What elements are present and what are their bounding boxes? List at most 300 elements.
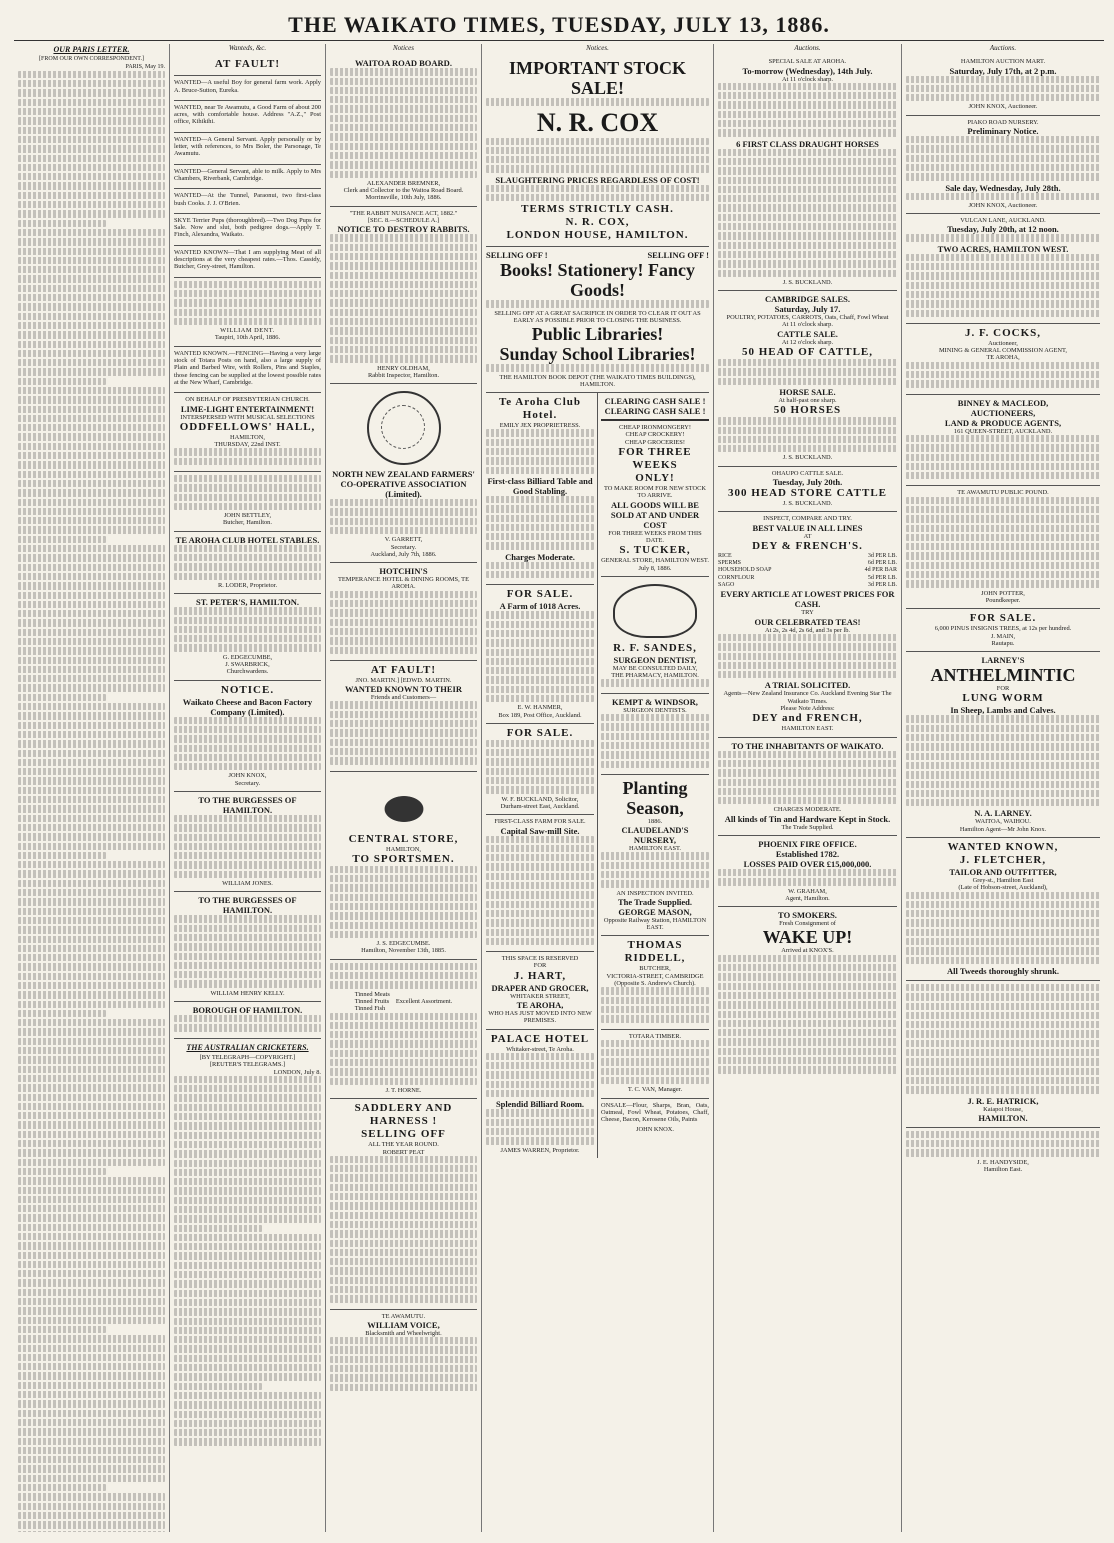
ad-signature: J. S. BUCKLAND. [782, 499, 833, 507]
ad-signature: WILLIAM HENRY KELLY. [210, 989, 285, 997]
ad-title: "THE RABBIT NUISANCE ACT, 1882." [349, 209, 458, 217]
ad-subtitle: Waikato Cheese and Bacon Factory Company (Limited). [182, 696, 313, 717]
text-line [18, 1447, 165, 1454]
ad-time: At 11 o'clock sharp. [782, 321, 833, 329]
text-line [174, 1113, 321, 1120]
ad-ohaupo-cattle [718, 467, 897, 513]
text-line [174, 1336, 321, 1343]
ad-fencing [174, 347, 321, 393]
ad-title: HOTCHIN'S [379, 566, 428, 577]
ad-title: OHAUPO CATTLE SALE. [771, 469, 844, 477]
text-line [18, 1456, 165, 1463]
ad-title: CAMBRIDGE SALES. [764, 294, 851, 305]
ad-subtitle: In Sheep, Lambs and Calves. [950, 705, 1056, 716]
text-line [174, 1243, 321, 1250]
ad-title: PALACE HOTEL [490, 1032, 590, 1045]
column-heading: Wanteds, &c. [228, 44, 267, 52]
ad-place: TE AROHA, [986, 354, 1020, 362]
ad-special-sale-aroha [718, 55, 897, 291]
ad-time: At 11 o'clock sharp. [782, 75, 833, 83]
text-line [18, 545, 165, 552]
text-line [18, 777, 165, 784]
ad-line: Excellent Assortment. [395, 997, 453, 1005]
ad-clearing-sale [601, 393, 709, 577]
text-line [18, 220, 106, 227]
text-line [18, 238, 165, 245]
text-line [18, 201, 165, 208]
ad-fletcher [906, 838, 1100, 981]
price-value: 3d PER LB. [867, 552, 897, 559]
ad-title: CENTRAL STORE, [348, 832, 459, 845]
ad-subtitle: SELLING OFF [361, 1128, 446, 1141]
ad-signature: J. MAIN, [990, 632, 1016, 640]
text-line [174, 1094, 321, 1101]
ad-note: The Trade Supplied. [781, 823, 834, 831]
ad-role: Secretary. [234, 779, 261, 787]
ad-date: Tuesday, July 20th, at 12 noon. [947, 224, 1059, 235]
ad-signature: JOHN KNOX, [228, 772, 267, 780]
text-line [174, 1355, 321, 1362]
text-line [174, 1160, 321, 1167]
ad-subtitle: Preliminary Notice. [967, 126, 1039, 137]
article-body [18, 71, 165, 1532]
ad-signature: WILLIAM DENT. [220, 327, 275, 335]
ad-role: Secretary. [390, 543, 417, 551]
ad-place: WAITOA, WAIHOU. [975, 818, 1031, 826]
ad-title: Planting Season, [622, 777, 688, 818]
ad-wanted-general-servant [174, 165, 321, 190]
ad-title: AT FAULT! [370, 663, 437, 676]
ad-date: Tuesday, July 20th. [772, 476, 843, 487]
ad-place: Butcher, Hamilton. [223, 519, 272, 527]
ad-title: AT FAULT! [214, 58, 281, 71]
price-row [718, 553, 897, 560]
column-notices-a [326, 44, 482, 1532]
ad-heading: TO SPORTSMEN. [352, 852, 455, 865]
text-line [18, 164, 165, 171]
ad-role: SURGEON DENTIST, [613, 654, 697, 665]
text-line [18, 684, 165, 691]
ad-place: HAMILTON, [230, 433, 265, 441]
ad-signature: J. S. BUCKLAND. [782, 278, 833, 286]
ad-subtitle: TEMPERANCE HOTEL & DINING ROOMS, TE AROHA. [337, 576, 469, 591]
text-line [18, 1484, 106, 1491]
ad-agents: Agents—New Zealand Insurance Co. Auckland Evening Star The Waikato Times. [723, 690, 892, 705]
text-line [174, 1225, 262, 1232]
text-line [174, 1271, 321, 1278]
text-line [18, 1010, 106, 1017]
ad-title: THOMAS RIDDELL, [624, 939, 686, 965]
text-line [18, 973, 165, 980]
ad-title: IMPORTANT STOCK SALE! [509, 58, 686, 99]
ad-venue: ODDFELLOWS' HALL, [179, 420, 316, 433]
ad-date: Taupiri, 10th April, 1886. [214, 334, 281, 342]
ad-role: Clerk and Collector to the Waitoa Road Board. [343, 187, 464, 195]
ad-signature: W. GRAHAM, [788, 887, 827, 895]
ad-title: KEMPT & WINDSOR, [612, 696, 698, 707]
text-line [18, 675, 165, 682]
ad-dey-french [718, 512, 897, 737]
text-line [18, 1354, 165, 1361]
text-line [18, 1131, 165, 1138]
article-cricketers [174, 1039, 321, 1452]
ad-text: WANTED—A General Servant. Apply personally or by letter, with references, to Mrs Boler, the Parsonage, Te Awamutu. [174, 135, 321, 158]
ad-title: ON BEHALF OF PRESBYTERIAN CHURCH. [185, 396, 310, 404]
text-line [18, 573, 165, 580]
article-title: THE AUSTRALIAN CRICKETERS. [186, 1042, 309, 1052]
text-line [18, 954, 165, 961]
ad-title: Sunday School Libraries! [499, 344, 696, 365]
ad-subtitle: First-class Billiard Table and Good Stabling. [487, 475, 593, 496]
ad-place: HAMILTON, [386, 845, 421, 853]
ad-signature: J. S. EDGECUMBE. [376, 940, 431, 948]
text-line [18, 1149, 165, 1156]
text-line [18, 1503, 165, 1510]
text-line [18, 341, 165, 348]
text-line [18, 1317, 165, 1324]
text-line [18, 1214, 165, 1221]
ad-subtitle: ALL THE YEAR ROUND. [368, 1141, 439, 1149]
ad-note: FOR THREE WEEKS FROM THIS DATE. [608, 529, 702, 544]
ad-subtitle: LUNG WORM [962, 692, 1044, 705]
ad-try: TRY [801, 609, 814, 617]
text-line [18, 452, 165, 459]
text-line [174, 1429, 321, 1436]
ad-time: At half-past one sharp. [778, 396, 837, 404]
ad-title: TO THE BURGESSES OF HAMILTON. [198, 795, 297, 815]
ad-role: Churchwardens. [226, 668, 269, 676]
text-line [18, 1112, 165, 1119]
text-line [174, 1132, 321, 1139]
text-line [18, 155, 165, 162]
ad-signature: J. S. BUCKLAND. [782, 454, 833, 462]
ad-pinus-trees [906, 609, 1100, 652]
ad-name: J. FLETCHER, [959, 854, 1047, 866]
ad-wanted-cooks [174, 189, 321, 214]
ad-sawmill-farm [486, 815, 594, 952]
ad-text: WANTED—At the Tunnel, Paraonui, two first-class bush Cooks. J. J. O'Brien. [174, 192, 321, 207]
text-line [18, 1410, 165, 1417]
ad-central-store [330, 772, 477, 960]
ad-address: VICTORIA-STREET, CAMBRIDGE [606, 972, 704, 980]
ad-line: CHEAP CROCKERY! [625, 431, 685, 439]
ad-subtitle: Capital Saw-mill Site. [500, 825, 580, 836]
text-line [18, 526, 165, 533]
ad-date: Hamilton, November 13th, 1885. [361, 947, 446, 955]
text-line [18, 80, 165, 87]
ad-proprietor: EMILY JEX PROPRIETRESS. [499, 422, 581, 430]
text-line [18, 712, 165, 719]
ad-borough [174, 1002, 321, 1039]
ad-title: TE AWAMUTU. [381, 1312, 426, 1320]
ad-line: 300 HEAD STORE CATTLE [727, 486, 888, 499]
two-column-row [486, 393, 709, 1158]
text-line [18, 833, 165, 840]
text-line [18, 750, 165, 757]
article-dateline: PARIS, May 19. [125, 63, 165, 70]
ad-title: TO THE INHABITANTS OF WAIKATO. [731, 740, 884, 751]
text-line [18, 1140, 165, 1147]
text-line [18, 368, 165, 375]
text-line [18, 1084, 165, 1091]
text-line [18, 480, 165, 487]
ad-auction-mart [906, 55, 1100, 115]
ad-handyside [906, 1128, 1100, 1177]
text-line [18, 722, 165, 729]
subcolumn-left [486, 393, 598, 1158]
text-line [18, 908, 165, 915]
column-heading: Auctions. [989, 44, 1017, 52]
column-paris-letter [14, 44, 170, 1532]
column-notices-b [482, 44, 714, 1532]
ad-title: WAITOA ROAD BOARD. [355, 58, 452, 69]
ad-line: A TRIAL SOLICITED. [764, 680, 851, 691]
ad-role: Auctioneer, [988, 339, 1018, 347]
ad-line: OUR CELEBRATED TEAS! [754, 616, 861, 627]
ad-title: TE AWAMUTU PUBLIC POUND. [957, 489, 1049, 497]
text-line [18, 963, 165, 970]
ad-text: WANTED KNOWN.—FENCING—Having a very large stock of Totara Posts on hand, also a large supply of Plain and Barbed Wire, with Rollers, Pins and Staples, those fencing can be supplied at the lowest possible rates at the New Wharf, Cambridge. [174, 349, 321, 386]
ad-presbyterian [174, 393, 321, 472]
column-auctions-a [714, 44, 902, 1532]
text-line [174, 1197, 321, 1204]
text-line [18, 294, 165, 301]
text-line [18, 1465, 165, 1472]
ad-line: All Tweeds thoroughly shrunk. [947, 965, 1059, 976]
text-line [174, 1141, 321, 1148]
ad-signature: G. EDGECUMBE, [222, 653, 273, 661]
article-body [174, 1076, 321, 1446]
ad-kempt-windsor [601, 694, 709, 775]
text-line [18, 982, 165, 989]
text-line [18, 229, 165, 236]
ad-subtitle: SELLING OFF AT A GREAT SACRIFICE IN ORDER TO CLEAR IT OUT AS EARLY AS POSSIBLE PRIOR TO CLOSING THE BUSINESS. [494, 309, 701, 324]
ad-year: 1886. [647, 817, 663, 825]
ad-line: Tinned Fish [354, 1005, 386, 1013]
ad-cambridge-sales [718, 291, 897, 467]
text-line [18, 657, 165, 664]
ad-address: Grey-st., Hamilton East [972, 877, 1034, 884]
text-line [174, 1392, 321, 1399]
ad-title: Te Aroha Club Hotel. [498, 396, 582, 422]
ad-signature: R. LODER, Proprietor. [217, 581, 278, 589]
ad-place: Hamilton East. [983, 1166, 1023, 1174]
ad-note: Please Note Address: [780, 705, 835, 713]
ad-note: WHO HAS JUST MOVED INTO NEW PREMISES. [488, 1010, 592, 1025]
ad-subtitle: LIME-LIGHT ENTERTAINMENT! [180, 403, 315, 414]
ad-signature: ROBERT PEAT [382, 1148, 425, 1156]
text-line [18, 759, 165, 766]
ad-piako-nursery [906, 116, 1100, 214]
text-line [174, 1420, 321, 1427]
ad-signature: N. A. LARNEY. [974, 808, 1032, 819]
ad-brand: WAKE UP! [762, 927, 853, 948]
text-line [18, 1233, 165, 1240]
text-line [18, 787, 165, 794]
text-line [18, 182, 165, 189]
ad-date: Morrinsville, 10th July, 1886. [365, 194, 442, 202]
ad-subtitle: Fresh Consignment of [779, 920, 836, 928]
text-line [18, 285, 165, 292]
ad-title: THIS SPACE IS RESERVED [501, 955, 579, 963]
ad-place: THE PHARMACY, HAMILTON. [611, 672, 699, 680]
ad-martin [330, 661, 477, 772]
ad-store: LONDON HOUSE, HAMILTON. [506, 229, 689, 242]
ad-meat [174, 246, 321, 278]
ad-for: FOR [996, 685, 1010, 693]
ad-role: AUCTIONEERS, [970, 407, 1036, 418]
ad-title: R. F. SANDES, [613, 641, 697, 654]
ad-title: TE AROHA CLUB HOTEL STABLES. [175, 534, 320, 545]
text-line [18, 443, 165, 450]
ad-label: SELLING OFF ! [647, 250, 709, 261]
text-line [18, 1252, 165, 1259]
text-line [174, 1383, 262, 1390]
text-line [174, 1318, 321, 1325]
masthead [14, 10, 1104, 41]
ad-farm-1018 [486, 585, 594, 724]
ad-subtitle: Friends and Customers— [370, 694, 437, 702]
ad-names: JNO. MARTIN.] [EDWD. MARTIN. [355, 676, 452, 684]
ad-place: HAMILTON EAST. [781, 725, 834, 733]
ad-date: To-morrow (Wednesday), 14th July. [742, 65, 873, 76]
text-line [174, 1262, 321, 1269]
ad-store: N. R. COX, [565, 216, 630, 229]
text-line [18, 536, 106, 543]
ad-line: 50 HEAD OF CATTLE, [741, 346, 874, 359]
text-line [174, 1373, 321, 1380]
price-item: SPERMS [718, 560, 742, 567]
ad-signature: E. W. HANMER, [517, 704, 563, 712]
ad-subtitle: Whitaker-street, Te Aroha. [506, 1045, 574, 1053]
ad-signature: S. TUCKER, [619, 544, 691, 557]
ad-signature: WILLIAM VOICE, [367, 1319, 440, 1330]
ad-text: WANTED—A useful Boy for general farm work. Apply A. Bruce-Sutton, Eureka. [174, 79, 321, 94]
ad-date: Sale day, Wednesday, July 28th. [945, 182, 1061, 193]
ad-palace-hotel [486, 1030, 594, 1158]
ad-text: WANTED, near Te Awamutu, a Good Farm of about 200 acres, with comfortable house. Address "A.Z.," Post office, Kihikihi. [174, 103, 321, 126]
ad-line: CHEAP GROCERIES! [625, 438, 685, 446]
ad-terms: TERMS STRICTLY CASH. [521, 203, 674, 216]
price-item: CORNFLOUR [718, 574, 755, 581]
ad-date: Saturday, July 17th, at 2 p.m. [949, 65, 1057, 76]
ad-subtitle: MAY BE CONSULTED DAILY, [612, 664, 698, 672]
ad-note: AN INSPECTION INVITED. [616, 889, 694, 897]
text-line [18, 406, 165, 413]
ad-date: Auckland, July 7th, 1886. [370, 550, 437, 558]
ad-tinned-goods [330, 960, 477, 1099]
text-line [18, 192, 165, 199]
text-line [18, 1103, 165, 1110]
ad-section: [SEC. 8.—SCHEDULE A.] [367, 217, 440, 225]
ad-phoenix-fire [718, 836, 897, 907]
ad-farmers-coop [330, 384, 477, 563]
price-row [718, 582, 897, 589]
ad-book-depot [486, 247, 709, 393]
ad-role: Blacksmith and Wheelwright. [365, 1329, 442, 1337]
text-line [18, 415, 165, 422]
text-line [18, 359, 165, 366]
ad-burgesses-jones [174, 792, 321, 892]
text-line [18, 1056, 165, 1063]
text-line [18, 433, 165, 440]
price-row [718, 567, 897, 574]
text-line [18, 322, 165, 329]
ad-signature: JOHN KNOX, Auctioneer. [968, 201, 1038, 209]
ad-subtitle: INTERSPERSED WITH MUSICAL SELECTIONS [180, 413, 315, 421]
text-line [18, 554, 165, 561]
text-line [18, 1242, 165, 1249]
ad-place: HAMILTON EAST. [628, 845, 682, 853]
price-value: 4d PER BAR [864, 567, 897, 574]
text-line [18, 936, 165, 943]
text-line [18, 1335, 165, 1342]
text-line [18, 638, 165, 645]
ad-subtitle: Charges Moderate. [505, 551, 575, 562]
text-line [18, 471, 165, 478]
text-line [18, 499, 165, 506]
ad-role: Rabbit Inspector, Hamilton. [367, 371, 440, 379]
text-line [174, 1345, 321, 1352]
text-line [18, 461, 165, 468]
price-value: 3d PER LB. [867, 582, 897, 589]
text-line [174, 1206, 321, 1213]
ad-text: ONSALE—Flour, Sharps, Bran, Oats, Oatmeal, Fowl Wheat, Potatoes, Chaff, Cheese, Bacon, Kerosene Oils, Paints [601, 1101, 709, 1124]
text-line [18, 1094, 165, 1101]
ad-heading: INSPECT, COMPARE AND TRY. [763, 515, 852, 523]
ad-dent [174, 278, 321, 347]
text-line [18, 647, 165, 654]
text-line [18, 396, 165, 403]
ad-address: Opposite Railway Station, HAMILTON EAST. [603, 916, 707, 932]
ad-heading: WANTED KNOWN TO THEIR [345, 684, 462, 695]
text-line [18, 889, 165, 896]
text-line [18, 1512, 165, 1519]
text-line [174, 1290, 321, 1297]
ad-title: LARNEY'S [981, 655, 1025, 666]
text-line [18, 1475, 165, 1482]
text-line [18, 1345, 165, 1352]
ad-line: Tinned Meats [354, 990, 390, 998]
ad-title: TO THE BURGESSES OF HAMILTON. [198, 895, 297, 916]
ad-nursery: CLAUDELAND'S NURSERY, [621, 825, 689, 846]
article-subtitle: [BY TELEGRAPH—COPYRIGHT.] [199, 1053, 296, 1061]
text-line [18, 266, 165, 273]
ad-vulcan-lane [906, 214, 1100, 324]
ad-title: NORTH NEW ZEALAND FARMERS' CO-OPERATIVE ASSOCIATION (Limited). [332, 469, 475, 500]
text-line [18, 805, 165, 812]
text-line [18, 1363, 165, 1370]
ad-subtitle: Established 1782. [775, 849, 840, 859]
text-line [18, 926, 165, 933]
ad-title: VULCAN LANE, AUCKLAND. [960, 217, 1046, 225]
ad-title: WANTED KNOWN, [947, 841, 1059, 853]
masthead-title: THE WAIKATO TIMES, TUESDAY, JULY 13, 1886. [288, 12, 830, 37]
price-row [718, 575, 897, 582]
ad-planting-season [601, 775, 709, 937]
ad-signature: J. T. HORNE. [385, 1086, 422, 1094]
ad-address: THE HAMILTON BOOK DEPOT (THE WAIKATO TIMES BUILDINGS), HAMILTON. [499, 373, 696, 388]
text-line [18, 1187, 165, 1194]
ad-club-stables [174, 532, 321, 594]
ad-trade: DRAPER AND GROCER, [491, 982, 589, 993]
text-line [18, 731, 165, 738]
text-line [18, 248, 165, 255]
ad-time: At 12 o'clock sharp. [781, 338, 834, 346]
ad-burgesses-kelly [174, 892, 321, 1002]
text-line [18, 564, 165, 571]
ad-date: July 8, 1886. [638, 564, 672, 572]
